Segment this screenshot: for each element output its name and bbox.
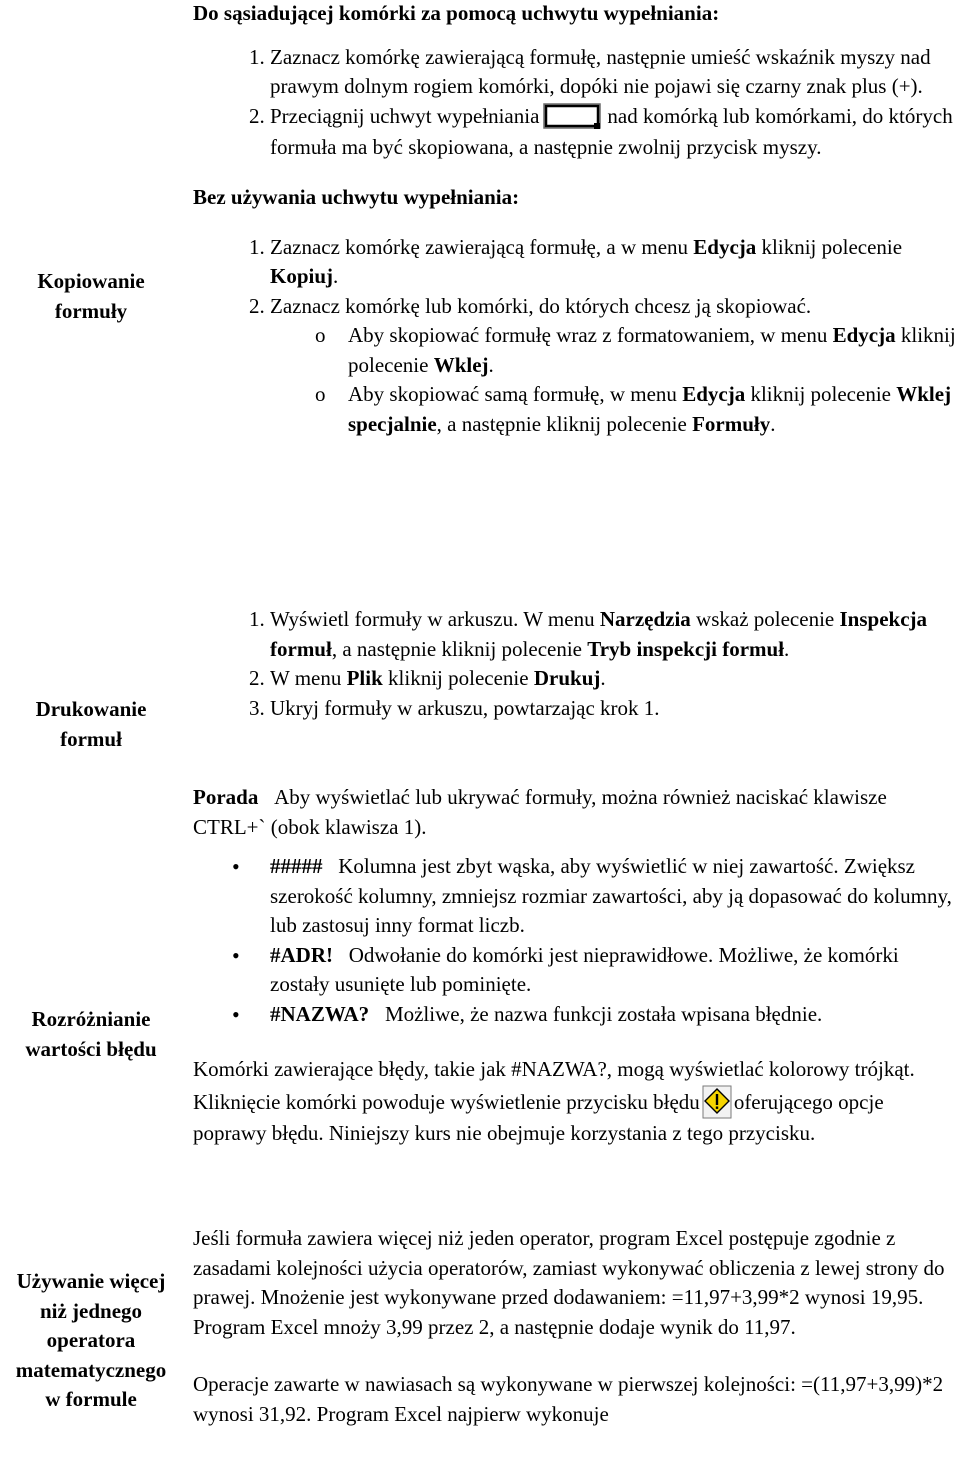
text-span: Przeciągnij uchwyt wypełniania [270, 103, 540, 128]
command-name: Drukuj [533, 666, 601, 690]
sub-list [270, 321, 960, 439]
text-span: kliknij polecenie [382, 666, 534, 690]
fill-handle-icon [543, 103, 601, 133]
text-span: W menu [270, 666, 347, 690]
list-item [270, 664, 960, 694]
text-span: kliknij polecenie [745, 382, 897, 406]
text-span: Aby skopiować samą formułę, w menu [348, 382, 683, 406]
section-heading: Do sąsiadującej komórki za pomocą uchwytu wypełniania: [193, 1, 720, 25]
menu-name: Edycja [682, 382, 746, 406]
error-code: #NAZWA? [270, 1001, 370, 1026]
list-item: 3. Ukryj formuły w arkuszu, powtarzając krok 1. [270, 694, 960, 724]
steps-list [193, 605, 960, 723]
paragraph [193, 1055, 960, 1148]
text-span: . [600, 666, 606, 690]
command-name: Wklej specjalnie [348, 382, 952, 436]
list-item [270, 292, 960, 440]
text-span: nad komórką lub komórkami, do których formuła ma być skopiowana, a następnie zwolnij przycisk myszy. [270, 103, 953, 159]
error-code: #ADR! [270, 942, 333, 967]
list-item [270, 852, 960, 941]
text-span: . [770, 411, 776, 436]
text-span: Aby skopiować formułę wraz z formatowaniem, w menu [348, 323, 833, 347]
menu-name: Edycja [832, 323, 896, 347]
text-span: kliknij polecenie [348, 323, 956, 377]
text-span: . [784, 636, 790, 661]
command-name: Formuły [692, 411, 771, 436]
row-label [0, 267, 182, 326]
steps-list [193, 233, 960, 440]
section-heading: Bez używania uchwytu wypełniania: [193, 185, 520, 209]
text-span: Zaznacz komórkę zawierającą formułę, a w menu [270, 234, 694, 259]
error-button-icon [702, 1085, 732, 1119]
text-span: , a następnie kliknij polecenie [331, 636, 588, 661]
row-content [193, 1224, 960, 1429]
list-item: 1. Zaznacz komórkę zawierającą formułę, następnie umieść wskaźnik myszy nad prawym dolnym rogiem komórki, dopóki nie pojawi się czarny znak plus (+). [270, 43, 960, 102]
text-span: , a następnie kliknij polecenie [436, 411, 693, 436]
row-multiple-operators [0, 1220, 960, 1461]
row-content [193, 605, 960, 723]
tip-paragraph [193, 783, 960, 842]
label-line: wartości błędu [25, 1036, 157, 1061]
command-name: Wklej [433, 352, 489, 377]
label-line: matematycznego [15, 1357, 167, 1382]
label-line: Drukowanie [35, 697, 147, 721]
row-error-values [0, 780, 960, 1220]
tip-text: Aby wyświetlać lub ukrywać formuły, można również naciskać klawisze CTRL+` (obok klawisza 1). [193, 785, 887, 839]
label-line: formuł [60, 726, 122, 751]
menu-name: Edycja [693, 234, 757, 259]
list-item [270, 1000, 960, 1030]
text-span: . [488, 352, 494, 377]
command-name: Inspekcja formuł [270, 607, 928, 661]
list-item [270, 233, 960, 292]
list-item [270, 102, 960, 163]
row-label [0, 1267, 182, 1415]
text-span: Zaznacz komórkę lub komórki, do których chcesz ją skopiować. [270, 293, 812, 318]
text-span: . [333, 264, 339, 288]
label-line: formuły [54, 298, 128, 323]
row-copy-formula [0, 0, 960, 580]
row-label [0, 695, 182, 754]
list-item [270, 605, 960, 664]
row-print-formulas [0, 580, 960, 780]
label-line: w formule [45, 1387, 137, 1411]
paragraph: Operacje zawarte w nawiasach są wykonywane w pierwszej kolejności: =(11,97+3,99)*2 wynosi 31,92. Program Excel najpierw wykonuje [193, 1372, 944, 1426]
text-span: wskaż polecenie [690, 607, 840, 631]
command-name: Kopiuj [270, 264, 334, 288]
sub-list-item [348, 380, 960, 439]
tip-label: Porada [193, 785, 259, 809]
text-span: Wyświetl formuły w arkuszu. W menu [270, 607, 600, 631]
row-content [193, 783, 960, 1148]
text-span: Komórki zawierające błędy, takie jak #NAZWA?, mogą wyświetlać kolorowy trójkąt. Kliknięcie komórki powoduje wyświetlenie przycisku błędu [193, 1057, 915, 1114]
command-name: Tryb inspekcji formuł [587, 636, 785, 661]
label-line: Używanie więcej [16, 1269, 166, 1293]
label-line: Kopiowanie [37, 269, 145, 293]
error-description: Odwołanie do komórki jest nieprawidłowe. Możliwe, że komórki zostały usunięte lub pominięte. [270, 942, 899, 996]
row-content [193, 0, 960, 439]
error-description: Kolumna jest zbyt wąska, aby wyświetlić w niej zawartość. Zwiększ szerokość kolumny, zmniejsz rozmiar zawartości, aby ją dopasować do kolumny, lub zastosuj inny format liczb. [270, 854, 952, 937]
steps-list [193, 43, 960, 163]
error-description: Możliwe, że nazwa funkcji została wpisana błędnie. [384, 1001, 823, 1026]
menu-name: Plik [346, 666, 383, 690]
menu-name: Narzędzia [599, 607, 691, 631]
label-line: niż jednego [39, 1298, 143, 1323]
label-line: operatora [46, 1328, 136, 1352]
label-line: Rozróżnianie [31, 1007, 151, 1031]
text-span: oferującego opcje poprawy błędu. Niniejszy kurs nie obejmuje korzystania z tego przycisku. [193, 1089, 884, 1145]
error-code: ##### [270, 854, 323, 878]
row-label [0, 1005, 182, 1064]
sub-list-item [348, 321, 960, 380]
list-item [270, 941, 960, 1000]
text-span: kliknij polecenie [756, 234, 903, 259]
paragraph: Jeśli formuła zawiera więcej niż jeden operator, program Excel postępuje zgodnie z zasadami kolejności użycia operatorów, zamiast wykonywać obliczenia z lewej strony do prawej. Mnożenie jest wykonywane przed dodawaniem: =11,97+3,99*2 wynosi 19,95. Program Excel mnoży 3,99 przez 2, a następnie dodaje wynik do 11,97. [193, 1226, 945, 1339]
error-list [193, 852, 960, 1029]
